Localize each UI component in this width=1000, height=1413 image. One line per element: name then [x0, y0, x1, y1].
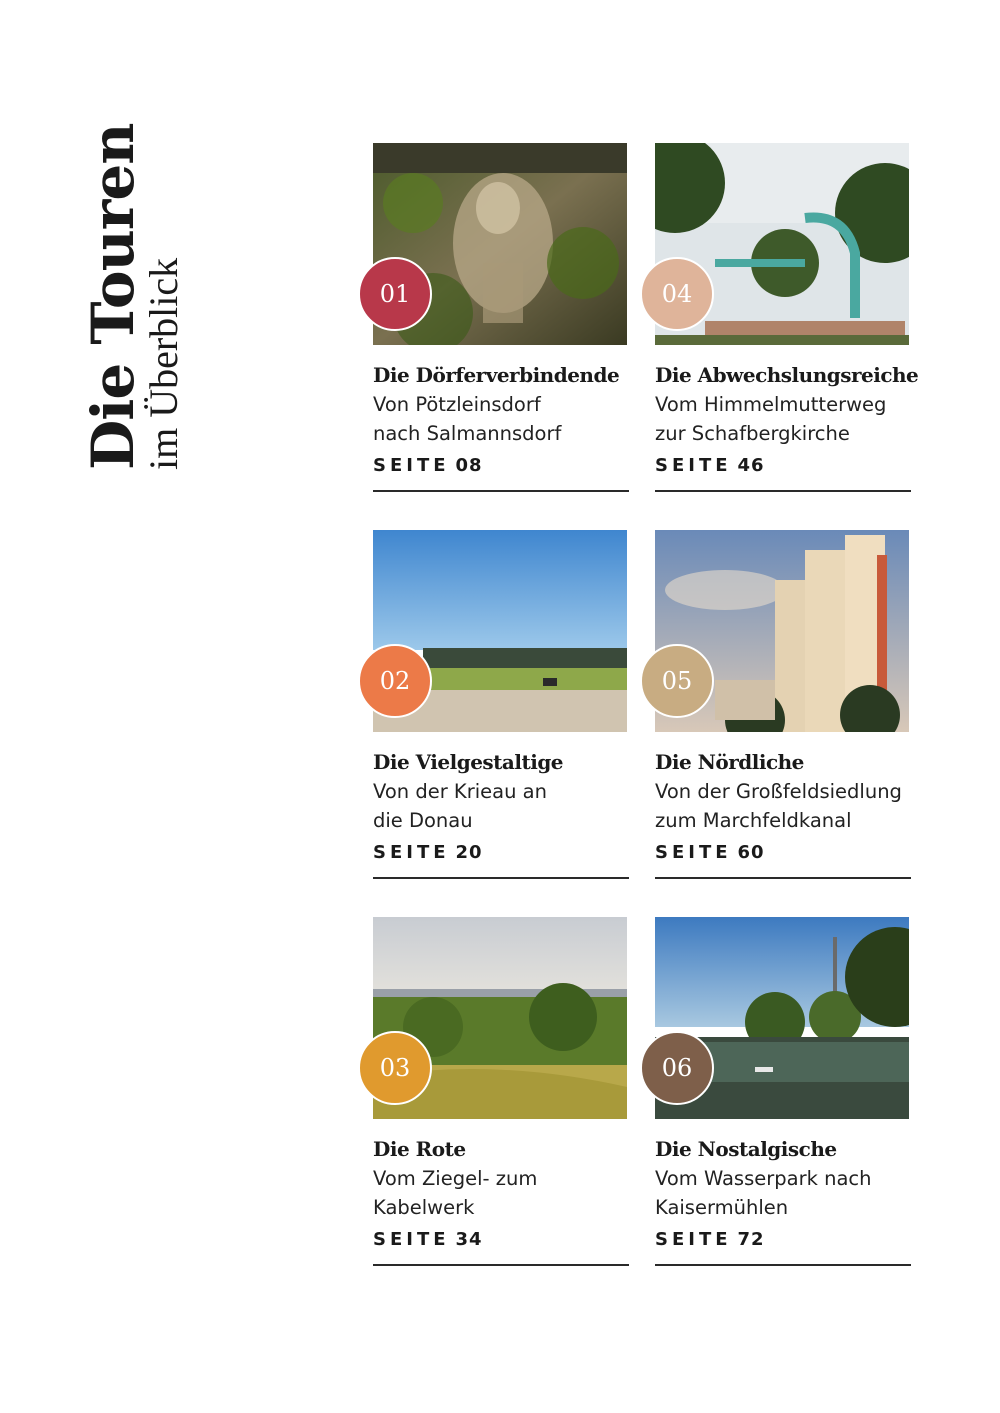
page-number: 08: [455, 455, 483, 476]
tour-title: Die Nördliche: [655, 750, 804, 774]
tour-page-ref[interactable]: [655, 842, 765, 863]
tour-number-badge: 05: [640, 644, 714, 718]
page-label: SEITE: [373, 1229, 450, 1250]
tour-number-badge: 04: [640, 257, 714, 331]
page-subtitle: im Überblick: [141, 257, 186, 470]
tour-title: Die Abwechslungsreiche: [655, 363, 919, 387]
divider: [373, 877, 629, 879]
tour-route-line: zum Marchfeldkanal: [655, 809, 852, 832]
tour-page-ref[interactable]: [373, 1229, 483, 1250]
page-number: 72: [737, 1229, 765, 1250]
tour-route-line: Von Pötzleinsdorf: [373, 393, 541, 416]
tour-route-line: Vom Wasserpark nach: [655, 1167, 872, 1190]
page-label: SEITE: [655, 842, 732, 863]
page-title: Die Touren: [79, 123, 147, 470]
tour-route-line: nach Salmannsdorf: [373, 422, 562, 445]
tour-route-line: Von der Krieau an: [373, 780, 547, 803]
tour-route-line: die Donau: [373, 809, 473, 832]
divider: [373, 1264, 629, 1266]
divider: [655, 490, 911, 492]
divider: [373, 490, 629, 492]
page-label: SEITE: [373, 455, 450, 476]
tour-route-line: Kabelwerk: [373, 1196, 475, 1219]
page-label: SEITE: [655, 1229, 732, 1250]
tour-route-line: Kaisermühlen: [655, 1196, 789, 1219]
tour-route-line: zur Schafbergkirche: [655, 422, 850, 445]
tour-route-line: Vom Himmelmutterweg: [655, 393, 887, 416]
tour-title: Die Dörferverbindende: [373, 363, 620, 387]
page-label: SEITE: [655, 455, 732, 476]
tour-number-badge: 03: [358, 1031, 432, 1105]
page-number: 60: [737, 842, 765, 863]
page-number: 46: [737, 455, 765, 476]
tour-number-badge: 01: [358, 257, 432, 331]
tour-number-badge: 06: [640, 1031, 714, 1105]
tour-title: Die Nostalgische: [655, 1137, 837, 1161]
tour-route-line: Vom Ziegel- zum: [373, 1167, 538, 1190]
tour-route-line: Von der Großfeldsiedlung: [655, 780, 902, 803]
tour-page-ref[interactable]: [655, 455, 765, 476]
tour-page-ref[interactable]: [373, 455, 483, 476]
page-label: SEITE: [373, 842, 450, 863]
page-heading: [79, 123, 192, 470]
page-number: 34: [455, 1229, 483, 1250]
tour-page-ref[interactable]: [655, 1229, 765, 1250]
divider: [655, 1264, 911, 1266]
tour-number-badge: 02: [358, 644, 432, 718]
tour-page-ref[interactable]: [373, 842, 483, 863]
tour-title: Die Vielgestaltige: [373, 750, 564, 774]
page-number: 20: [455, 842, 483, 863]
divider: [655, 877, 911, 879]
tour-title: Die Rote: [373, 1137, 466, 1161]
